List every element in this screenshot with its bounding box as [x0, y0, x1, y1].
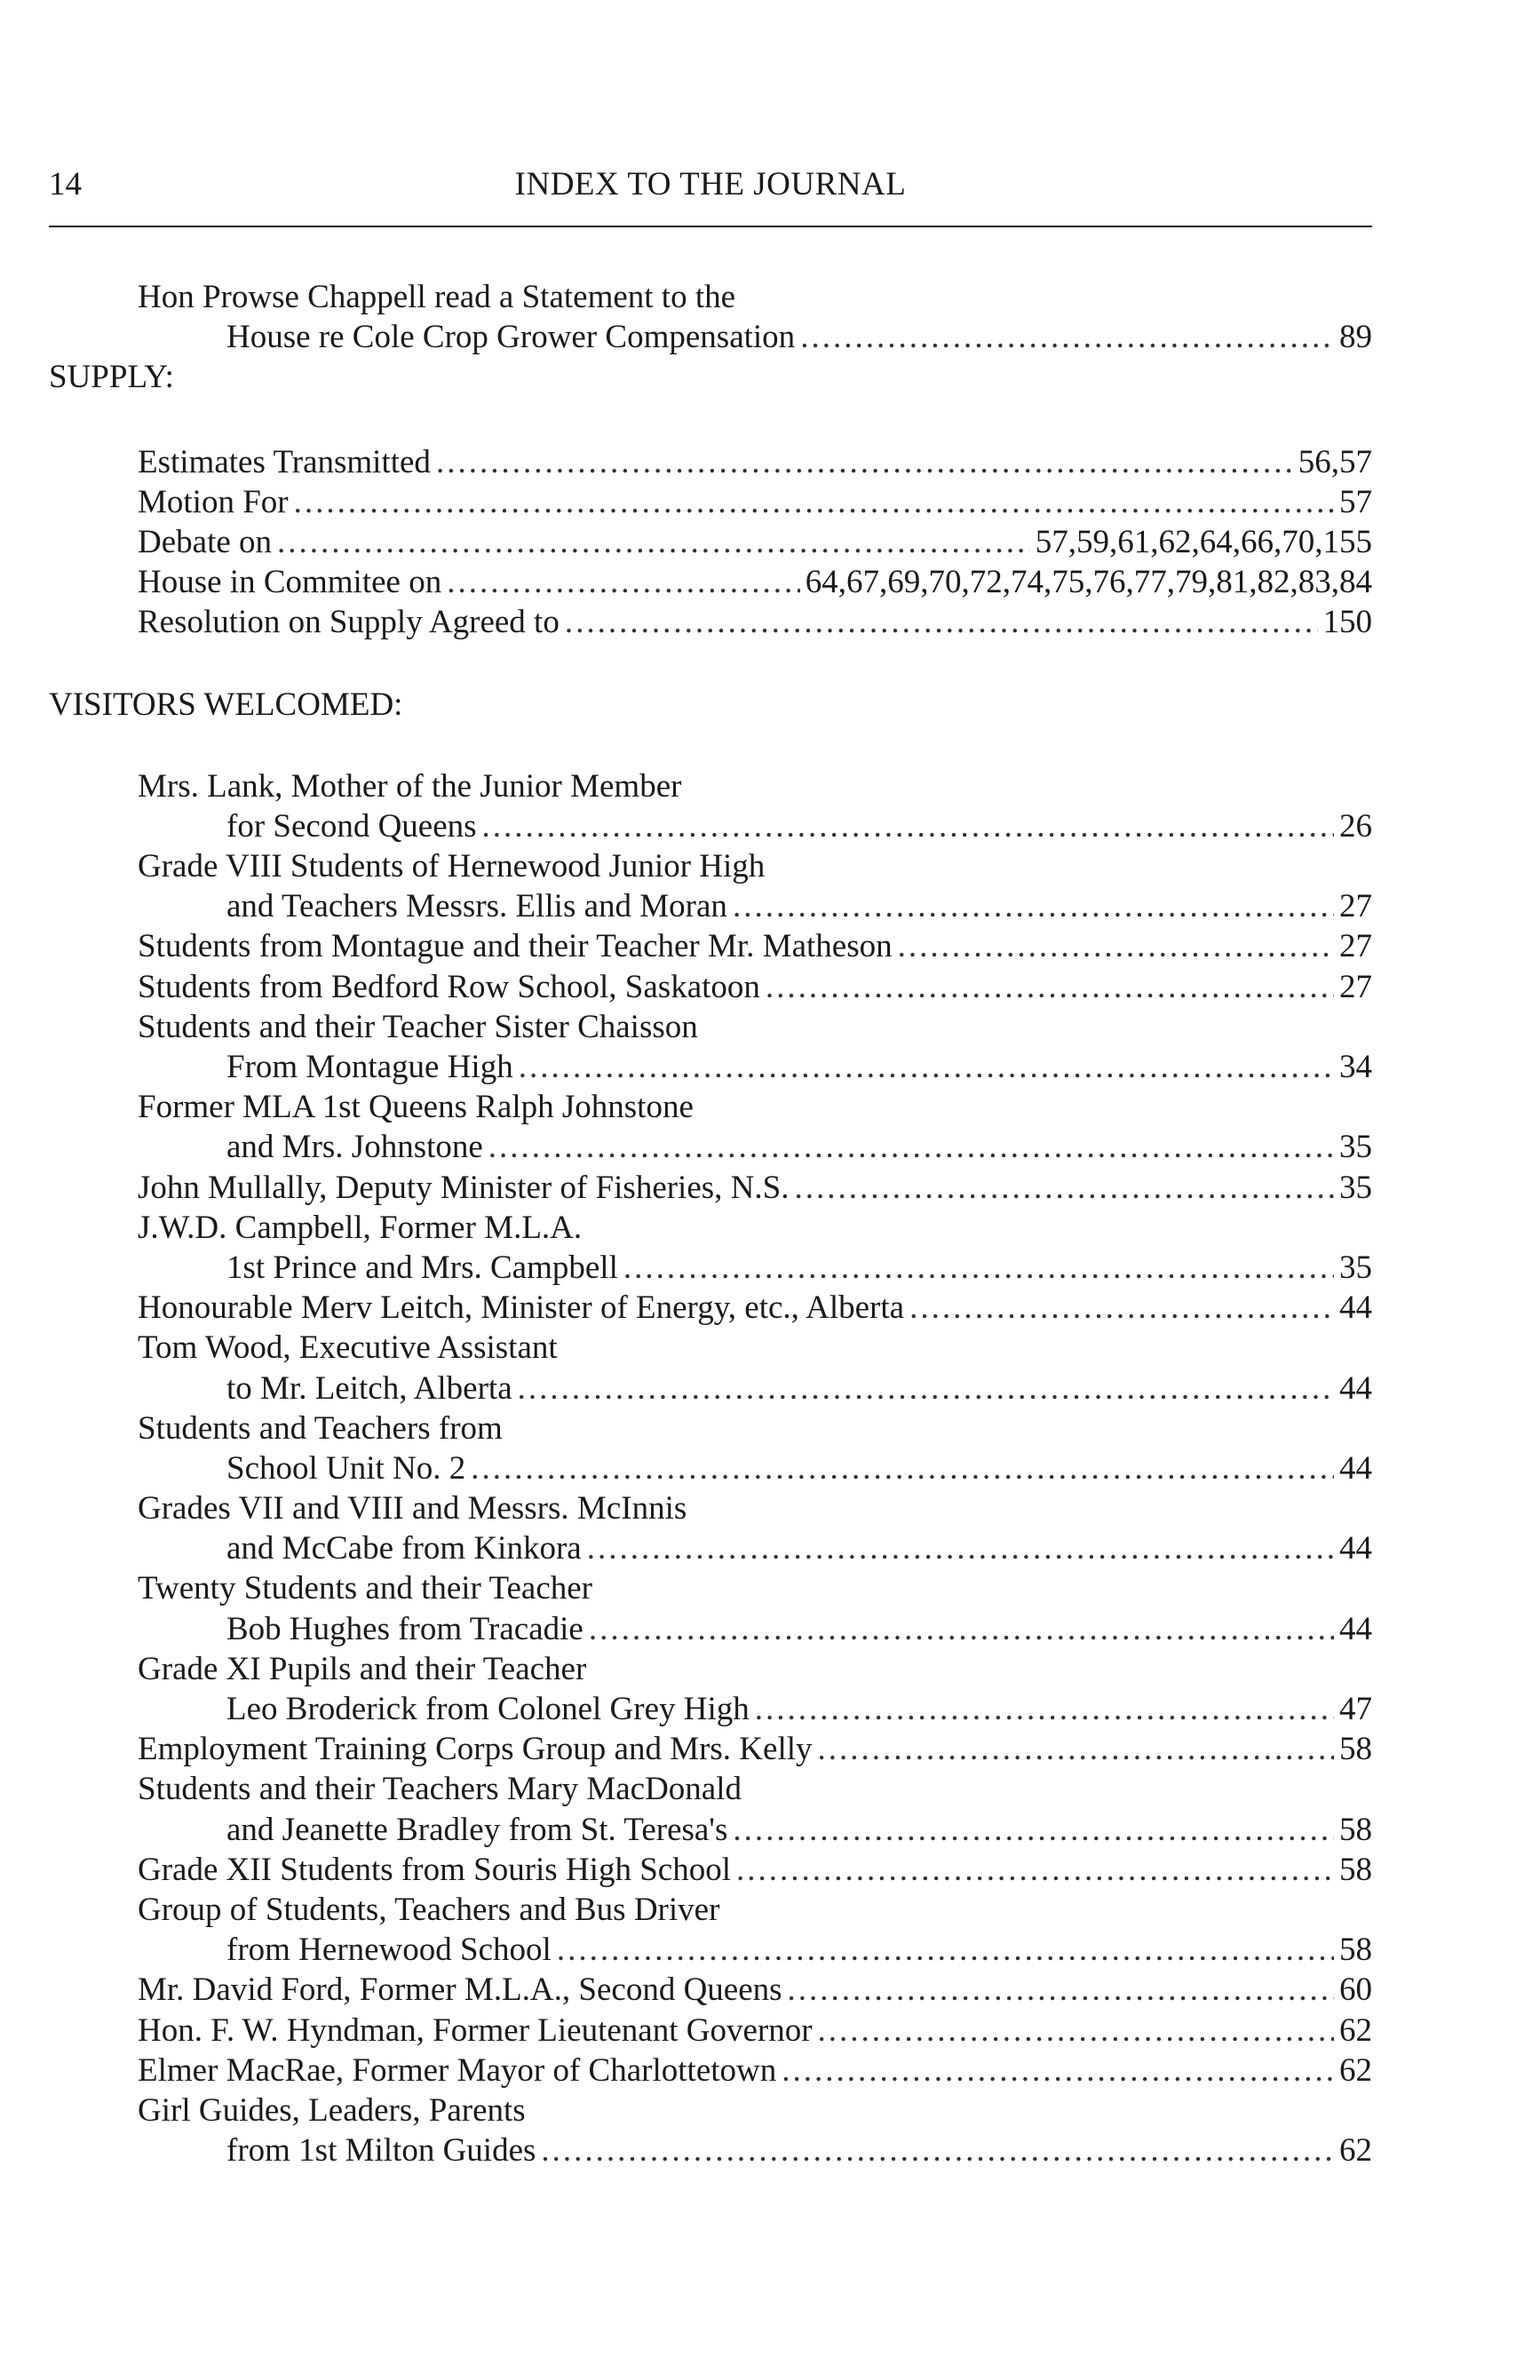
list-item — [49, 1288, 1372, 1328]
dot-leader — [733, 886, 1334, 926]
entry-text: and Teachers Messrs. Ellis and Moran — [226, 888, 727, 925]
list-item-continuation — [49, 1930, 1372, 1970]
entry-pages: 58 — [1339, 1851, 1372, 1888]
entry-text: Leo Broderick from Colonel Grey High — [226, 1691, 750, 1727]
entry-text: Debate on — [138, 523, 273, 560]
entry-pages: 60 — [1339, 1971, 1372, 2009]
page-header — [49, 162, 1372, 208]
entry-text: John Mullally, Deputy Minister of Fisheries, N.S. — [138, 1169, 790, 1206]
list-item — [49, 562, 1372, 602]
entry-text: Students from Bedford Row School, Saskatoon — [138, 968, 760, 1005]
entry-pages: 150 — [1322, 604, 1372, 641]
entry-text: From Montague High — [226, 1049, 513, 1085]
dot-leader — [482, 806, 1334, 846]
list-item — [49, 1168, 1372, 1208]
entry-pages: 35 — [1339, 1129, 1372, 1166]
entry-text: Grade XII Students from Souris High School — [138, 1851, 731, 1888]
page-number: 14 — [49, 166, 82, 202]
list-item: Students and their Teachers Mary MacDonald — [138, 1771, 742, 1808]
entry-text: Employment Training Corps Group and Mrs. Kelly — [138, 1731, 813, 1768]
dot-leader — [818, 1729, 1334, 1769]
dot-leader — [755, 1689, 1334, 1729]
entry-text: Elmer MacRae, Former Mayor of Charlottetown — [138, 2051, 777, 2089]
dot-leader — [471, 1448, 1334, 1488]
dot-leader — [736, 1850, 1334, 1890]
dot-leader — [519, 1047, 1334, 1087]
dot-leader — [277, 522, 1030, 562]
list-item-continuation — [49, 1368, 1372, 1408]
entry-text: and McCabe from Kinkora — [226, 1530, 582, 1567]
dot-leader — [800, 317, 1334, 357]
entry-pages: 58 — [1339, 1932, 1372, 1969]
entry-pages: 56,57 — [1298, 443, 1372, 480]
continued-entry-line1: Hon Prowse Chappell read a Statement to the — [138, 279, 736, 315]
entry-pages: 27 — [1339, 888, 1372, 925]
list-item — [49, 442, 1372, 482]
entry-pages: 57 — [1339, 483, 1372, 520]
section-heading-supply: SUPPLY: — [49, 359, 174, 396]
list-item-continuation — [49, 1127, 1372, 1167]
list-item — [49, 926, 1372, 966]
entry-pages: 89 — [1339, 319, 1372, 356]
list-item-continuation — [49, 1047, 1372, 1087]
list-item: Tom Wood, Executive Assistant — [138, 1329, 558, 1367]
dot-leader — [766, 967, 1334, 1007]
entry-pages: 35 — [1339, 1249, 1372, 1286]
entry-pages: 35 — [1339, 1169, 1372, 1206]
entry-pages: 57,59,61,62,64,66,70,155 — [1035, 523, 1372, 560]
entry-pages: 44 — [1339, 1449, 1372, 1487]
dot-leader — [794, 1168, 1334, 1208]
continued-entry-line2 — [49, 317, 1372, 357]
entry-pages: 27 — [1339, 928, 1372, 965]
list-item: Former MLA 1st Queens Ralph Johnstone — [138, 1089, 694, 1126]
list-item: Group of Students, Teachers and Bus Driver — [138, 1891, 720, 1928]
list-item — [49, 967, 1372, 1007]
entry-text: Estimates Transmitted — [138, 443, 431, 480]
entry-text: from Hernewood School — [226, 1932, 552, 1969]
entry-pages: 44 — [1339, 1610, 1372, 1647]
dot-leader — [818, 2011, 1334, 2051]
list-item — [49, 482, 1372, 522]
entry-pages: 58 — [1339, 1811, 1372, 1848]
entry-pages: 62 — [1339, 2051, 1372, 2089]
dot-leader — [898, 926, 1334, 966]
list-item — [49, 602, 1372, 642]
list-item: Grade VIII Students of Hernewood Junior High — [138, 848, 766, 885]
entry-pages: 47 — [1339, 1691, 1372, 1727]
entry-text: for Second Queens — [226, 807, 477, 845]
list-item — [49, 522, 1372, 562]
dot-leader — [294, 482, 1334, 522]
list-item-continuation — [49, 1689, 1372, 1729]
dot-leader — [488, 1127, 1334, 1167]
list-item: Girl Guides, Leaders, Parents — [138, 2091, 526, 2129]
entry-pages: 27 — [1339, 968, 1372, 1005]
list-item: Students and Teachers from — [138, 1409, 503, 1447]
entry-text: 1st Prince and Mrs. Campbell — [226, 1249, 618, 1286]
entry-text: Motion For — [138, 483, 289, 520]
dot-leader — [623, 1248, 1334, 1288]
entry-text: Bob Hughes from Tracadie — [226, 1610, 583, 1647]
list-item: Grades VII and VIII and Messrs. McInnis — [138, 1490, 687, 1527]
entry-text: Mr. David Ford, Former M.L.A., Second Queens — [138, 1971, 782, 2009]
list-item — [49, 1729, 1372, 1769]
dot-leader — [587, 1528, 1334, 1568]
entry-pages: 26 — [1339, 807, 1372, 845]
entry-pages: 44 — [1339, 1369, 1372, 1407]
dot-leader — [782, 2051, 1334, 2090]
list-item-continuation — [49, 2130, 1372, 2170]
dot-leader — [589, 1609, 1334, 1649]
list-item-continuation — [49, 1810, 1372, 1850]
entry-text: School Unit No. 2 — [226, 1449, 466, 1487]
entry-pages: 64,67,69,70,72,74,75,76,77,79,81,82,83,84 — [805, 564, 1372, 601]
dot-leader — [557, 1930, 1334, 1970]
dot-leader — [909, 1288, 1334, 1328]
section-heading-visitors: VISITORS WELCOMED: — [49, 686, 403, 723]
entry-pages: 62 — [1339, 2011, 1372, 2049]
list-item — [49, 1850, 1372, 1890]
list-item: J.W.D. Campbell, Former M.L.A. — [138, 1209, 583, 1246]
entry-text: Students from Montague and their Teacher Mr. Matheson — [138, 928, 893, 965]
visitors-list — [49, 766, 1372, 2171]
entry-text: Resolution on Supply Agreed to — [138, 604, 560, 641]
entry-text: and Mrs. Johnstone — [226, 1129, 483, 1166]
entry-text: House in Commitee on — [138, 564, 442, 601]
dot-leader — [541, 2130, 1334, 2170]
list-item-continuation — [49, 806, 1372, 846]
dot-leader — [518, 1368, 1334, 1408]
entry-pages: 44 — [1339, 1289, 1372, 1327]
entry-text: from 1st Milton Guides — [226, 2132, 536, 2170]
list-item-continuation — [49, 886, 1372, 926]
entry-pages: 34 — [1339, 1049, 1372, 1085]
entry-text: Honourable Merv Leitch, Minister of Energy, etc., Alberta — [138, 1289, 905, 1327]
entry-text: and Jeanette Bradley from St. Teresa's — [226, 1811, 728, 1848]
entry-text: to Mr. Leitch, Alberta — [226, 1369, 512, 1407]
list-item — [49, 1970, 1372, 2010]
list-item: Grade XI Pupils and their Teacher — [138, 1650, 587, 1687]
list-item-continuation — [49, 1248, 1372, 1288]
list-item: Twenty Students and their Teacher — [138, 1570, 592, 1607]
dot-leader — [436, 442, 1293, 482]
entry-pages: 44 — [1339, 1530, 1372, 1567]
entry-text: Hon. F. W. Hyndman, Former Lieutenant Governor — [138, 2011, 813, 2049]
dot-leader — [447, 562, 800, 602]
list-item — [49, 2051, 1372, 2090]
entry-pages: 58 — [1339, 1731, 1372, 1768]
entry-pages: 62 — [1339, 2132, 1372, 2170]
list-item — [49, 2011, 1372, 2051]
list-item-continuation — [49, 1609, 1372, 1649]
list-item: Students and their Teacher Sister Chaisson — [138, 1008, 698, 1045]
list-item: Mrs. Lank, Mother of the Junior Member — [138, 767, 682, 805]
entry-text: House re Cole Crop Grower Compensation — [226, 319, 796, 356]
list-item-continuation — [49, 1448, 1372, 1488]
index-content — [49, 277, 1372, 2170]
dot-leader — [733, 1810, 1334, 1850]
list-item-continuation — [49, 1528, 1372, 1568]
dot-leader — [788, 1970, 1334, 2010]
running-head: INDEX TO THE JOURNAL — [514, 166, 907, 202]
header-rule — [49, 226, 1372, 227]
dot-leader — [565, 602, 1318, 642]
